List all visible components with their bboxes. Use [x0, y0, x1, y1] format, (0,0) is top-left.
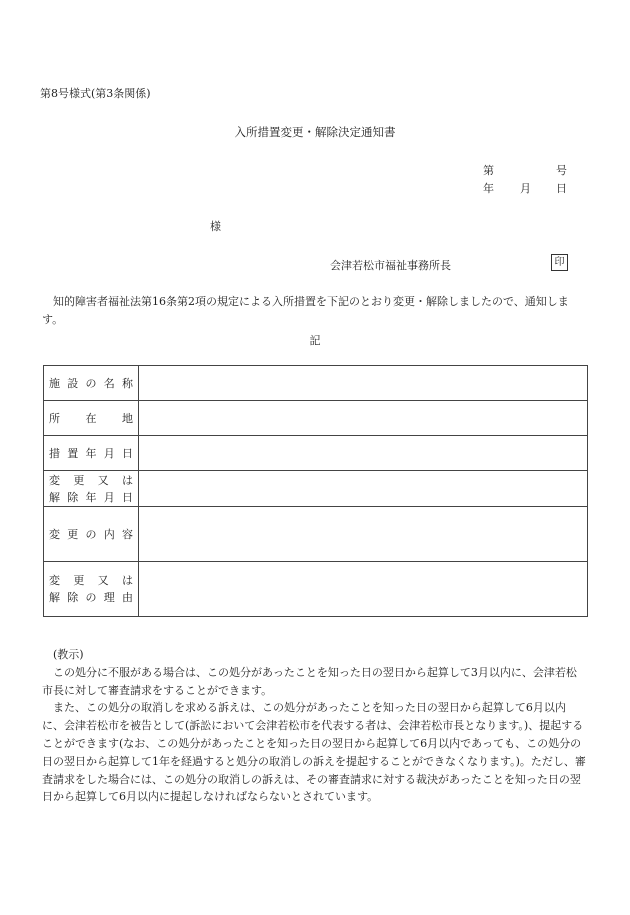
table-row — [44, 507, 588, 562]
row-label-char: 解 — [49, 490, 60, 504]
row-label-line — [49, 572, 133, 589]
row-label-char: 月 — [103, 446, 115, 460]
issuer-name: 会津若松市福祉事務所長 — [330, 259, 451, 272]
notice-paragraph: この処分に不服がある場合は、この処分があったことを知った日の翌日から起算して3月以内に、会津若松市長に対して審査請求をすることができます。 — [42, 665, 577, 697]
row-label-line — [49, 410, 133, 427]
seal-mark: 印 — [551, 254, 568, 271]
row-label-char: 日 — [122, 446, 133, 460]
table-row — [44, 366, 588, 401]
row-label-char: の — [85, 376, 97, 390]
row-label-char: の — [85, 591, 97, 604]
row-label-char: 措 — [49, 446, 60, 460]
row-label-char: 更 — [67, 527, 79, 541]
document-title: 入所措置変更・解除決定通知書 — [234, 125, 396, 139]
notice-paragraph: また、この処分の取消しを求める訴えは、この処分があったことを知った日の翌日から起算して6月以内に、会津若松市を被告として(訴訟において会津若松市を代表する者は、会津若松市長となります。)、提起することができます(なお、この処分があったことを知った日の翌日から起算して6月以内であっても、この処分の日の翌日から起算して1年を経過すると処分の取消しの訴えを提起することができなくなります。)。ただし、審査請求をした場合には、この処分の取消しの訴えは、その審査請求に対する裁決があったことを知った日の翌日から起算して6月以内に提起しなければならないとされています。 — [42, 701, 586, 804]
row-label-char: 除 — [67, 490, 79, 504]
row-label-line — [49, 375, 133, 392]
table-row — [44, 401, 588, 436]
row-label-line — [49, 445, 133, 462]
date-month-label: 月 — [520, 182, 531, 195]
row-label-char: 更 — [73, 574, 85, 587]
row-label — [44, 401, 139, 436]
document-number-prefix: 第 — [483, 164, 494, 177]
row-label — [44, 366, 139, 401]
row-label-line — [49, 526, 133, 543]
row-label-char: 名 — [103, 376, 115, 390]
row-label-char: 又 — [97, 473, 109, 487]
row-label-char: 由 — [122, 591, 133, 604]
row-label — [44, 562, 139, 617]
details-table — [43, 365, 588, 617]
row-label-char: 年 — [85, 446, 97, 460]
row-label-char: 理 — [103, 591, 115, 604]
row-label-char: 変 — [49, 574, 60, 587]
row-label-line — [49, 489, 133, 506]
row-label-char: 又 — [97, 574, 109, 587]
row-label-char: 設 — [67, 376, 79, 390]
row-value[interactable] — [139, 471, 588, 507]
row-label-char: 年 — [85, 490, 97, 504]
row-label-char: は — [121, 574, 133, 587]
table-row — [44, 436, 588, 471]
row-label-char: 月 — [103, 490, 115, 504]
notice-section — [42, 646, 587, 806]
form-number: 第8号様式(第3条関係) — [40, 87, 151, 100]
row-label-char: は — [121, 473, 133, 487]
row-value[interactable] — [139, 366, 588, 401]
row-value[interactable] — [139, 401, 588, 436]
row-label-char: 所 — [49, 411, 60, 425]
row-label-char: 解 — [49, 591, 60, 604]
document-number-suffix: 号 — [556, 164, 567, 177]
ki-heading: 記 — [309, 334, 321, 347]
row-label-char: 置 — [67, 446, 79, 460]
row-label-char: 変 — [49, 473, 60, 487]
table-row — [44, 562, 588, 617]
row-label-char: 更 — [73, 473, 85, 487]
table-row — [44, 471, 588, 507]
row-label — [44, 436, 139, 471]
row-label-char: 変 — [49, 527, 60, 541]
row-label-char: の — [85, 527, 97, 541]
row-label — [44, 471, 139, 507]
date-year-label: 年 — [483, 182, 494, 195]
row-label-char: 内 — [103, 527, 115, 541]
recipient-honorific: 様 — [210, 220, 221, 233]
row-label-char: 施 — [49, 376, 60, 390]
row-label-line — [49, 589, 133, 606]
row-label-char: 地 — [122, 411, 133, 425]
row-label-char: 除 — [67, 591, 79, 604]
row-label — [44, 507, 139, 562]
date-day-label: 日 — [556, 182, 567, 195]
row-value[interactable] — [139, 507, 588, 562]
row-label-char: 在 — [85, 411, 97, 425]
row-label-char: 称 — [122, 376, 133, 390]
row-label-char: 日 — [122, 490, 133, 504]
row-label-char: 容 — [122, 527, 133, 541]
row-value[interactable] — [139, 562, 588, 617]
body-text: 知的障害者福祉法第16条第2項の規定による入所措置を下記のとおり変更・解除しましたので、通知します。 — [42, 295, 569, 326]
notice-heading: (教示) — [53, 648, 84, 661]
row-value[interactable] — [139, 436, 588, 471]
row-label-line — [49, 472, 133, 489]
